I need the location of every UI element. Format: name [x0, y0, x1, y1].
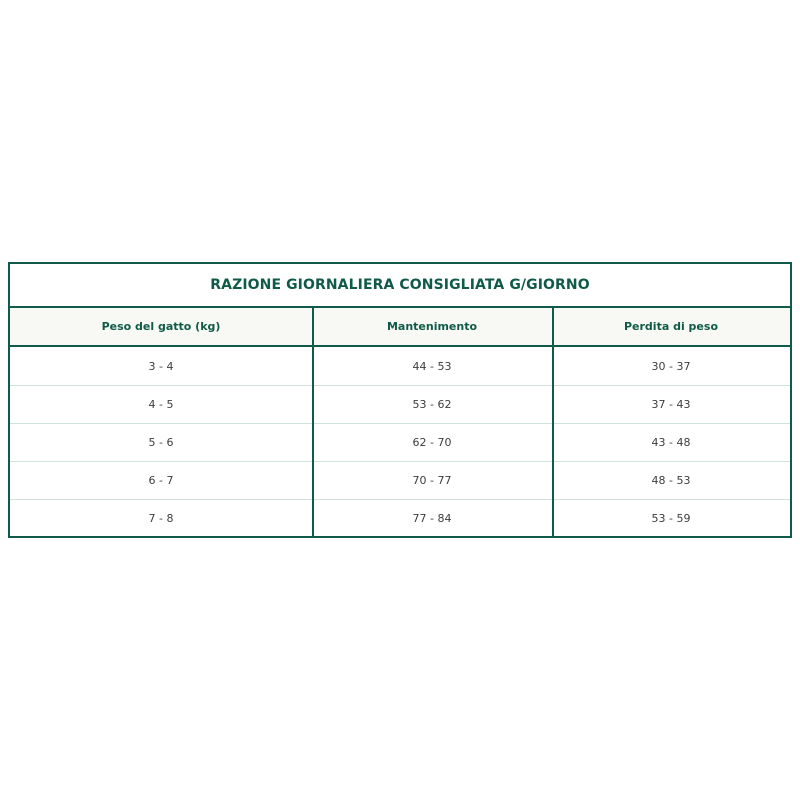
- table-title: RAZIONE GIORNALIERA CONSIGLIATA G/GIORNO: [210, 277, 590, 293]
- cell-maintenance: 77 - 84: [412, 511, 452, 525]
- cell-maintenance: 44 - 53: [412, 359, 452, 373]
- cell-maintenance: 53 - 62: [412, 397, 452, 411]
- table-row: [10, 347, 790, 386]
- cell-maintenance: 70 - 77: [412, 473, 452, 487]
- cell-cat-weight: 3 - 4: [148, 359, 174, 373]
- cell-weight-loss: 37 - 43: [651, 397, 691, 411]
- header-maintenance: Mantenimento: [386, 320, 478, 333]
- cell-cat-weight: 7 - 8: [148, 511, 174, 525]
- table-row: [10, 461, 790, 500]
- cell-cat-weight: 5 - 6: [148, 435, 174, 449]
- cell-weight-loss: 30 - 37: [651, 359, 691, 373]
- table-header-row: [10, 308, 790, 347]
- cell-maintenance: 62 - 70: [412, 435, 452, 449]
- column-divider: [552, 308, 554, 536]
- table-title-row: [10, 264, 790, 308]
- cell-cat-weight: 6 - 7: [148, 473, 174, 487]
- cell-weight-loss: 53 - 59: [651, 511, 691, 525]
- table-row: [10, 499, 790, 537]
- cell-weight-loss: 48 - 53: [651, 473, 691, 487]
- table-row: [10, 423, 790, 462]
- header-weight-loss: Perdita di peso: [623, 320, 718, 333]
- column-divider: [312, 308, 314, 536]
- cell-weight-loss: 43 - 48: [651, 435, 691, 449]
- header-cat-weight: Peso del gatto (kg): [101, 320, 221, 333]
- feeding-table: [8, 262, 792, 538]
- table-row: [10, 385, 790, 424]
- cell-cat-weight: 4 - 5: [148, 397, 174, 411]
